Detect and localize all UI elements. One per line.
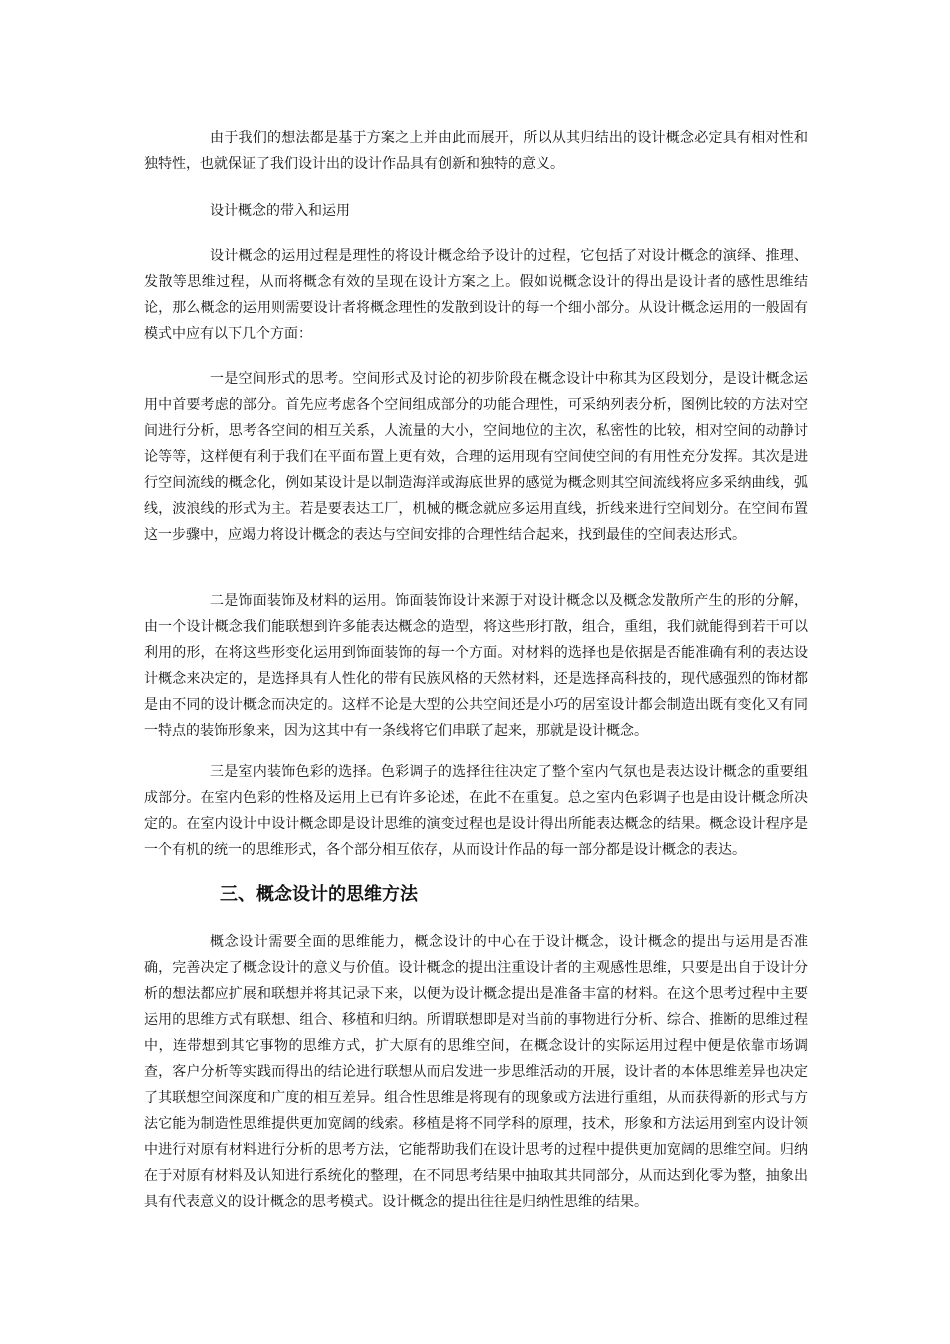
paragraph-decoration-materials: 二是饰面装饰及材料的运用。饰面装饰设计来源于对设计概念以及概念发散所产生的形的分解，由一个设计概念我们能联想到许多能表达概念的造型，将这些形打散，组合，重组，我们就能得到若干可以利用的形，在将这些形变化运用到饰面装饰的每一个方面。对材料的选择也是依据是否能准确有利的表达设计概念来决定的，是选择具有人性化的带有民族风格的天然材料，还是选择高科技的，现代感强烈的饰材都是由不同的设计概念而决定的。这样不论是大型的公共空间还是小巧的居室设计都会制造出既有变化又有同一特点的装饰形象来，因为这其中有一条线将它们串联了起来，那就是设计概念。: [144, 593, 808, 739]
section-heading: 三、概念设计的思维方法: [220, 884, 418, 905]
paragraph-space-form: 一是空间形式的思考。空间形式及讨论的初步阶段在概念设计中称其为区段划分，是设计概念运用中首要考虑的部分。首先应考虑各个空间组成部分的功能合理性，可采纳列表分析，图例比较的方法对空间进行分析，思考各空间的相互关系，人流量的大小，空间地位的主次，私密性的比较，相对空间的动静讨论等等，这样便有利于我们在平面布置上更有效，合理的运用现有空间使空间的有用性充分发挥。其次是进行空间流线的概念化，例如某设计是以制造海洋或海底世界的感觉为概念则其空间流线将应多采纳曲线，弧线，波浪线的形式为主。若是要表达工厂，机械的概念就应多运用直线，折线来进行空间划分。在空间布置这一步骤中，应竭力将设计概念的表达与空间安排的合理性结合起来，找到最佳的空间表达形式。: [144, 371, 808, 543]
paragraph-concept-application: 设计概念的运用过程是理性的将设计概念给予设计的过程，它包括了对设计概念的演绎、推理、发散等思维过程，从而将概念有效的呈现在设计方案之上。假如说概念设计的得出是设计者的感性思维结论，那么概念的运用则需要设计者将概念理性的发散到设计的每一个细小部分。从设计概念运用的一般固有模式中应有以下几个方面：: [144, 248, 808, 342]
subheading-concept-application: 设计概念的带入和运用: [210, 203, 350, 219]
paragraph-interior-color: 三是室内装饰色彩的选择。色彩调子的选择往往决定了整个室内气氛也是表达设计概念的重要组成部分。在室内色彩的性格及运用上已有许多论述，在此不在重复。总之室内色彩调子也是由设计概念所决定的。在室内设计中设计概念即是设计思维的演变过程也是设计得出所能表达概念的结果。概念设计程序是一个有机的统一的思维形式，各个部分相互依存，从而设计作品的每一部分都是设计概念的表达。: [144, 764, 808, 858]
paragraph-thinking-methods: 概念设计需要全面的思维能力，概念设计的中心在于设计概念，设计概念的提出与运用是否准确，完善决定了概念设计的意义与价值。设计概念的提出注重设计者的主观感性思维，只要是出自于设计分析的想法都应扩展和联想并将其记录下来，以便为设计概念提出是准备丰富的材料。在这个思考过程中主要运用的思维方式有联想、组合、移植和归纳。所谓联想即是对当前的事物进行分析、综合、推断的思维过程中，连带想到其它事物的思维方式，扩大原有的思维空间，在概念设计的实际运用过程中便是依靠市场调查，客户分析等实践而得出的结论进行联想从而启发进一步思维活动的开展，设计者的本体思维差异也决定了其联想空间深度和广度的相互差异。组合性思维是将现有的现象或方法进行重组，从而获得新的形式与方法它能为制造性思维提供更加宽阔的线索。移植是将不同学科的原理，技术，形象和方法运用到室内设计领中进行对原有材料进行分析的思考方法，它能帮助我们在设计思考的过程中提供更加宽阔的思维空间。归纳在于对原有材料及认知进行系统化的整理，在不同思考结果中抽取其共同部分，从而达到化零为整，抽象出具有代表意义的设计概念的思考模式。设计概念的提出往往是归纳性思维的结果。: [144, 934, 808, 1210]
paragraph-intro: 由于我们的想法都是基于方案之上并由此而展开，所以从其归结出的设计概念必定具有相对性和独特性，也就保证了我们设计出的设计作品具有创新和独特的意义。: [144, 130, 808, 172]
